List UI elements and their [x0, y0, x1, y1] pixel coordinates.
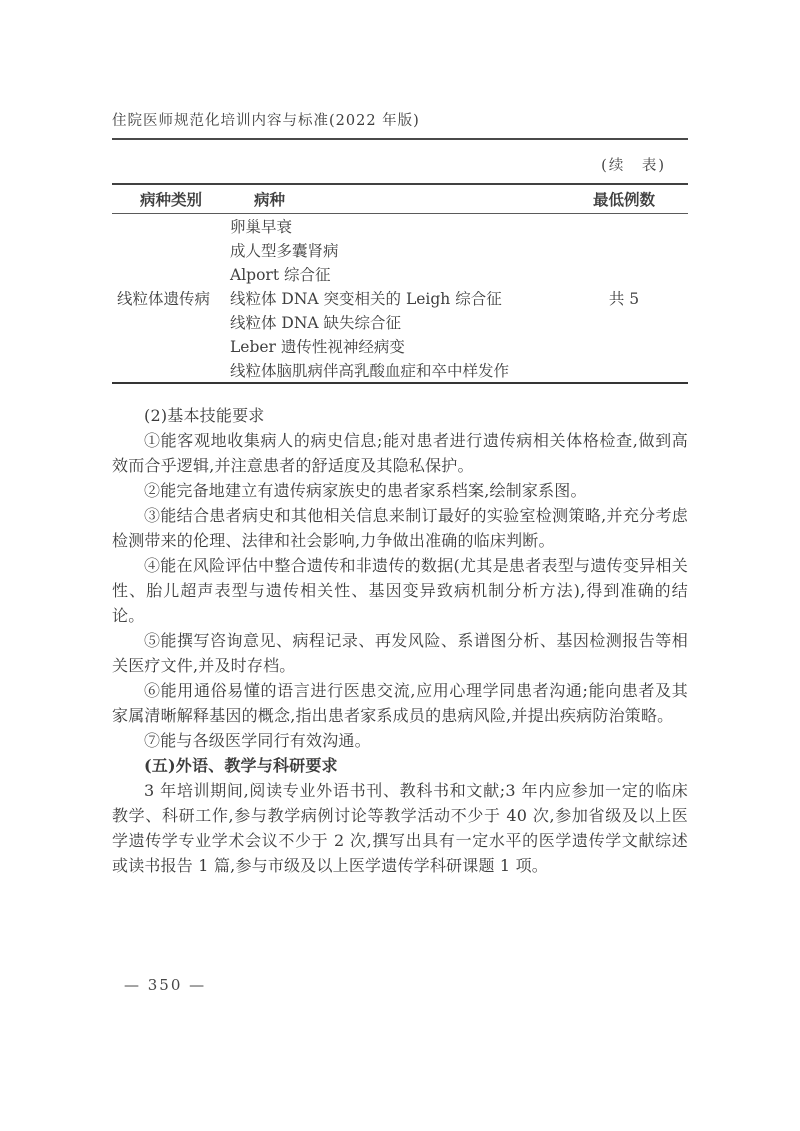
- content-area: [112, 112, 688, 878]
- cell-category: 线粒体遗传病: [117, 290, 211, 308]
- cell-disease: 卵巢早衰: [230, 218, 293, 236]
- paragraph-item-6: ⑥能用通俗易懂的语言进行医患交流,应用心理学同患者沟通;能向患者及其家属清晰解释基因的概念,指出患者家系成员的患病风险,并提出疾病防治策略。: [112, 681, 688, 725]
- running-head: 住院医师规范化培训内容与标准(2022 年版): [112, 112, 688, 140]
- paragraph-item-1: ①能客观地收集病人的病史信息;能对患者进行遗传病相关体格检查,做到高效而合乎逻辑,并注意患者的舒适度及其隐私保护。: [112, 431, 688, 475]
- paragraph-item-4: ④能在风险评估中整合遗传和非遗传的数据(尤其是患者表型与遗传变异相关性、胎儿超声表型与遗传相关性、基因变异致病机制分析方法),得到准确的结论。: [112, 556, 688, 625]
- column-header-min-cases: 最低例数: [592, 190, 655, 209]
- paragraph-item-3: ③能结合患者病史和其他相关信息来制订最好的实验室检测策略,并充分考虑检测带来的伦理、法律和社会影响,力争做出准确的临床判断。: [112, 506, 688, 550]
- cell-disease: 线粒体 DNA 缺失综合征: [230, 314, 402, 332]
- disease-table: [112, 183, 688, 384]
- cell-disease: Alport 综合征: [230, 266, 331, 284]
- table-row: [112, 214, 688, 238]
- table-row: [112, 238, 688, 262]
- page-number: — 350 —: [124, 976, 207, 994]
- cell-disease: 线粒体脑肌病伴高乳酸血症和卒中样发作: [230, 362, 510, 380]
- table-row: [112, 358, 688, 382]
- cell-min-cases: 共 5: [608, 290, 640, 308]
- paragraph-research-requirements: 3 年培训期间,阅读专业外语书刊、教科书和文献;3 年内应参加一定的临床教学、科研工作,参与教学病例讨论等教学活动不少于 40 次,参加省级及以上医学遗传学专业学术会议不少于 2 次,撰写出具有一定水平的医学遗传学文献综述或读书报告 1 篇,参与市级及以上医学遗传学科研课题 1 项。: [112, 781, 688, 875]
- paragraph-item-2: ②能完备地建立有遗传病家族史的患者家系档案,绘制家系图。: [144, 481, 587, 500]
- paragraph-basic-skills-heading: (2)基本技能要求: [144, 406, 265, 425]
- paragraph-item-5: ⑤能撰写咨询意见、病程记录、再发风险、系谱图分析、基因检测报告等相关医疗文件,并及时存档。: [112, 631, 688, 675]
- table-row: [112, 262, 688, 286]
- paragraph-section-heading: (五)外语、教学与科研要求: [144, 756, 338, 775]
- body-text: [112, 403, 688, 878]
- cell-disease: 成人型多囊肾病: [230, 242, 339, 260]
- table-row: [112, 334, 688, 358]
- paragraph-item-7: ⑦能与各级医学同行有效沟通。: [144, 731, 371, 750]
- table-header-row: [112, 185, 688, 214]
- column-header-category: 病种类别: [139, 190, 202, 209]
- cell-disease: 线粒体 DNA 突变相关的 Leigh 综合征: [230, 290, 502, 308]
- cell-disease: Leber 遗传性视神经病变: [230, 338, 405, 356]
- table-row: [112, 286, 688, 310]
- table-row: [112, 310, 688, 334]
- table-continuation-marker: (续 表): [601, 158, 666, 174]
- table-body: [112, 214, 688, 382]
- column-header-disease: 病种: [254, 190, 286, 209]
